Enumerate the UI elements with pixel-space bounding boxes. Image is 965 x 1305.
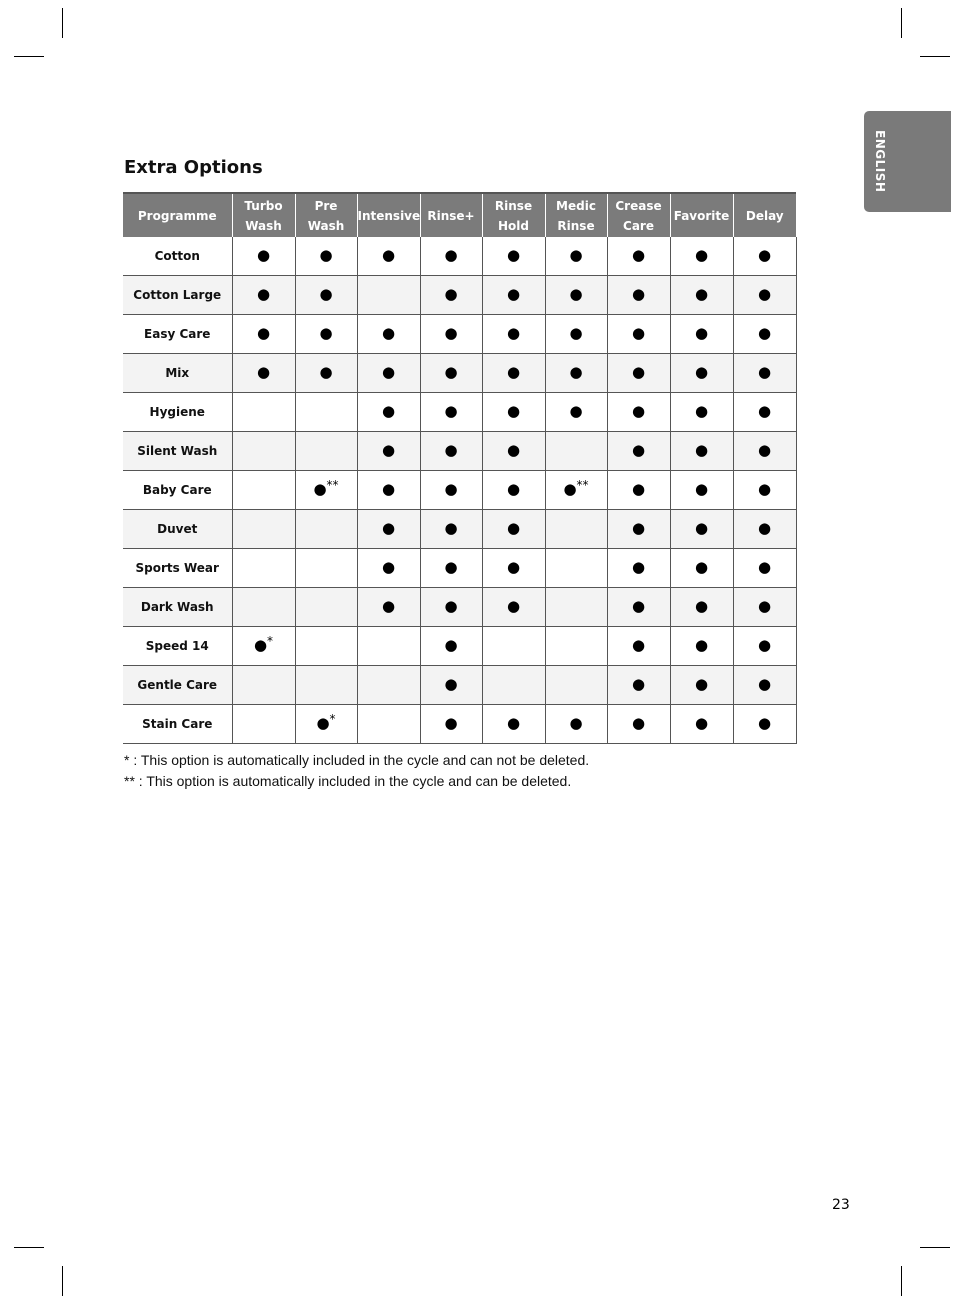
option-available-mark: ● <box>694 324 709 342</box>
programme-name: Gentle Care <box>123 666 232 705</box>
programme-name: Sports Wear <box>123 549 232 588</box>
option-cell <box>733 510 796 549</box>
option-cell <box>420 237 482 276</box>
option-cell <box>607 705 670 744</box>
column-header <box>232 193 295 237</box>
option-available-mark: ● <box>631 519 646 537</box>
option-available-mark: ● <box>631 441 646 459</box>
option-available-mark: ● <box>631 714 646 732</box>
column-header-text: Rinse <box>494 198 533 213</box>
option-cell <box>482 705 545 744</box>
option-cell <box>482 393 545 432</box>
option-cell <box>295 627 357 666</box>
option-cell <box>420 276 482 315</box>
option-available-mark: ● <box>444 714 458 732</box>
option-available-mark: ● <box>381 519 396 537</box>
option-available-mark: ● <box>757 441 772 459</box>
option-cell <box>420 549 482 588</box>
option-available-mark: ● <box>444 363 458 381</box>
crop-mark <box>62 1266 63 1296</box>
option-cell <box>232 432 295 471</box>
programme-name: Easy Care <box>123 315 232 354</box>
table-row <box>123 276 796 315</box>
option-cell <box>357 666 420 705</box>
option-cell <box>733 471 796 510</box>
column-header <box>420 193 482 237</box>
option-cell <box>733 705 796 744</box>
option-available-mark: ●** <box>313 478 339 498</box>
column-header <box>607 193 670 237</box>
option-available-mark: ● <box>631 402 646 420</box>
option-cell <box>420 588 482 627</box>
programme-name: Cotton Large <box>123 276 232 315</box>
option-available-mark: ● <box>694 558 709 576</box>
programme-name: Silent Wash <box>123 432 232 471</box>
option-cell <box>295 432 357 471</box>
option-cell <box>420 471 482 510</box>
option-cell <box>670 237 733 276</box>
column-header <box>295 193 357 237</box>
column-header-text: Crease <box>615 198 662 213</box>
programme-name: Mix <box>123 354 232 393</box>
extra-options-table <box>123 192 797 744</box>
option-available-mark: ● <box>256 246 271 264</box>
option-cell <box>670 705 733 744</box>
option-cell <box>545 315 607 354</box>
column-header-text: Intensive <box>357 208 421 223</box>
option-available-mark: ● <box>631 558 646 576</box>
option-cell <box>295 237 357 276</box>
option-available-mark: ● <box>444 324 458 342</box>
table-row <box>123 315 796 354</box>
column-header-text: Delay <box>745 208 784 223</box>
option-cell <box>607 627 670 666</box>
option-cell <box>420 627 482 666</box>
option-available-mark: ● <box>506 402 521 420</box>
option-available-mark: ● <box>444 597 458 615</box>
language-tab <box>864 111 951 212</box>
option-cell <box>545 237 607 276</box>
option-available-mark: ● <box>569 402 583 420</box>
option-cell <box>545 705 607 744</box>
option-available-mark: ● <box>569 714 583 732</box>
option-cell <box>295 393 357 432</box>
footnote-single-star: * : This option is automatically included in the cycle and can not be deleted. <box>124 752 590 768</box>
option-available-mark: ● <box>631 246 646 264</box>
option-cell <box>295 666 357 705</box>
option-cell <box>482 315 545 354</box>
option-cell <box>670 627 733 666</box>
option-cell <box>670 588 733 627</box>
column-header-text: Medic <box>556 198 596 213</box>
option-cell <box>607 393 670 432</box>
option-available-mark: ● <box>381 363 396 381</box>
option-cell <box>670 666 733 705</box>
option-cell <box>482 237 545 276</box>
option-cell <box>545 666 607 705</box>
option-available-mark: ● <box>757 597 772 615</box>
programme-name: Hygiene <box>123 393 232 432</box>
column-header <box>545 193 607 237</box>
option-cell <box>482 666 545 705</box>
option-cell <box>482 354 545 393</box>
option-available-mark: ● <box>694 519 709 537</box>
option-available-mark: ● <box>694 441 709 459</box>
option-cell <box>545 276 607 315</box>
option-cell <box>420 705 482 744</box>
option-available-mark: ● <box>381 246 396 264</box>
option-available-mark: ● <box>757 246 772 264</box>
crop-mark <box>62 8 63 38</box>
column-header-text: Care <box>623 218 654 233</box>
option-cell <box>545 354 607 393</box>
option-available-mark: ● <box>694 636 709 654</box>
option-available-mark: ● <box>631 675 646 693</box>
option-available-mark: ● <box>319 246 333 264</box>
option-available-mark: ●** <box>563 478 589 498</box>
column-header-text: Rinse+ <box>427 208 475 223</box>
option-cell <box>232 237 295 276</box>
option-available-mark: ● <box>444 558 458 576</box>
option-cell <box>295 588 357 627</box>
option-available-mark: ● <box>569 363 583 381</box>
option-cell <box>607 276 670 315</box>
option-available-mark: ● <box>694 714 709 732</box>
table-row <box>123 471 796 510</box>
option-cell <box>482 276 545 315</box>
option-available-mark: ● <box>506 480 521 498</box>
option-cell <box>232 705 295 744</box>
option-cell <box>545 549 607 588</box>
option-cell <box>232 627 295 666</box>
option-available-mark: ● <box>256 324 271 342</box>
option-cell <box>357 588 420 627</box>
option-cell <box>420 354 482 393</box>
option-cell <box>420 315 482 354</box>
option-available-mark: ● <box>569 285 583 303</box>
option-available-mark: ● <box>319 285 333 303</box>
option-cell <box>733 627 796 666</box>
option-cell <box>357 393 420 432</box>
table-row <box>123 354 796 393</box>
option-cell <box>232 588 295 627</box>
option-cell <box>733 354 796 393</box>
option-cell <box>733 276 796 315</box>
option-available-mark: ● <box>631 324 646 342</box>
option-cell <box>482 471 545 510</box>
option-cell <box>232 666 295 705</box>
option-cell <box>357 549 420 588</box>
option-cell <box>482 588 545 627</box>
option-cell <box>733 588 796 627</box>
option-cell <box>357 315 420 354</box>
option-cell <box>295 705 357 744</box>
option-available-mark: ● <box>757 519 772 537</box>
column-header-text: Rinse <box>557 218 595 233</box>
option-cell <box>232 393 295 432</box>
option-available-mark: ● <box>444 246 458 264</box>
option-cell <box>733 432 796 471</box>
programme-name: Duvet <box>123 510 232 549</box>
option-cell <box>607 588 670 627</box>
option-cell <box>545 393 607 432</box>
option-available-mark: ● <box>506 324 521 342</box>
option-cell <box>607 354 670 393</box>
table-row <box>123 705 796 744</box>
option-available-mark: ●* <box>316 712 336 732</box>
option-cell <box>670 432 733 471</box>
crop-mark <box>901 1266 902 1296</box>
table-row <box>123 393 796 432</box>
table-row <box>123 510 796 549</box>
crop-mark <box>14 1247 44 1248</box>
option-cell <box>232 315 295 354</box>
option-available-mark: ● <box>631 597 646 615</box>
crop-mark <box>14 56 44 57</box>
column-header <box>482 193 545 237</box>
option-available-mark: ● <box>757 285 772 303</box>
option-available-mark: ● <box>631 363 646 381</box>
option-available-mark: ● <box>381 441 396 459</box>
option-cell <box>295 315 357 354</box>
option-cell <box>670 510 733 549</box>
option-cell <box>607 432 670 471</box>
table-header-row <box>123 193 796 237</box>
column-header-text: Wash <box>245 218 282 233</box>
option-cell <box>357 354 420 393</box>
option-available-mark: ● <box>757 402 772 420</box>
option-cell <box>733 393 796 432</box>
option-cell <box>607 510 670 549</box>
option-available-mark: ● <box>694 246 709 264</box>
option-cell <box>482 432 545 471</box>
option-available-mark: ● <box>506 363 521 381</box>
column-header <box>670 193 733 237</box>
table-row <box>123 432 796 471</box>
option-cell <box>357 432 420 471</box>
option-available-mark: ● <box>381 402 396 420</box>
option-available-mark: ● <box>694 597 709 615</box>
column-header-text: Favorite <box>673 208 730 223</box>
language-tab-label: ENGLISH <box>873 130 887 193</box>
option-available-mark: ● <box>444 519 458 537</box>
option-cell <box>670 471 733 510</box>
column-header <box>733 193 796 237</box>
option-cell <box>607 471 670 510</box>
option-cell <box>670 393 733 432</box>
table-row <box>123 627 796 666</box>
option-available-mark: ● <box>631 480 646 498</box>
option-available-mark: ● <box>506 519 521 537</box>
option-cell <box>295 276 357 315</box>
option-cell <box>295 471 357 510</box>
option-available-mark: ● <box>444 675 458 693</box>
option-cell <box>670 354 733 393</box>
programme-name: Baby Care <box>123 471 232 510</box>
option-available-mark: ● <box>506 246 521 264</box>
option-available-mark: ● <box>506 597 521 615</box>
column-header-text: Hold <box>498 218 529 233</box>
option-available-mark: ● <box>506 285 521 303</box>
option-cell <box>733 549 796 588</box>
option-available-mark: ● <box>569 324 583 342</box>
option-cell <box>357 237 420 276</box>
option-available-mark: ● <box>694 675 709 693</box>
option-cell <box>733 237 796 276</box>
footnote-double-star: ** : This option is automatically included in the cycle and can be deleted. <box>124 773 572 789</box>
option-available-mark: ● <box>444 441 458 459</box>
option-available-mark: ● <box>631 636 646 654</box>
option-cell <box>545 471 607 510</box>
option-available-mark: ● <box>381 558 396 576</box>
option-cell <box>545 588 607 627</box>
option-cell <box>232 276 295 315</box>
crop-mark <box>920 1247 950 1248</box>
option-cell <box>357 276 420 315</box>
option-cell <box>295 510 357 549</box>
option-available-mark: ● <box>381 597 396 615</box>
option-available-mark: ● <box>757 324 772 342</box>
option-cell <box>607 237 670 276</box>
option-available-mark: ●* <box>253 634 274 654</box>
option-available-mark: ● <box>506 714 521 732</box>
option-cell <box>357 627 420 666</box>
option-cell <box>545 627 607 666</box>
option-available-mark: ● <box>256 363 271 381</box>
option-cell <box>482 549 545 588</box>
option-cell <box>420 666 482 705</box>
column-header-text: Programme <box>137 208 217 223</box>
option-available-mark: ● <box>381 480 396 498</box>
option-available-mark: ● <box>444 402 458 420</box>
option-cell <box>232 471 295 510</box>
column-header-text: Pre Wash <box>307 198 345 233</box>
option-available-mark: ● <box>256 285 271 303</box>
option-available-mark: ● <box>444 636 458 654</box>
option-cell <box>482 510 545 549</box>
option-cell <box>607 315 670 354</box>
option-available-mark: ● <box>694 480 709 498</box>
option-cell <box>670 315 733 354</box>
option-cell <box>232 354 295 393</box>
option-cell <box>733 315 796 354</box>
crop-mark <box>901 8 902 38</box>
option-cell <box>232 510 295 549</box>
table-row <box>123 549 796 588</box>
option-cell <box>357 705 420 744</box>
option-cell <box>357 510 420 549</box>
option-available-mark: ● <box>444 480 458 498</box>
column-header <box>123 193 232 237</box>
programme-name: Cotton <box>123 237 232 276</box>
option-cell <box>607 666 670 705</box>
option-cell <box>420 510 482 549</box>
option-cell <box>545 432 607 471</box>
option-cell <box>670 549 733 588</box>
column-header <box>357 193 420 237</box>
option-available-mark: ● <box>757 636 772 654</box>
programme-name: Dark Wash <box>123 588 232 627</box>
option-available-mark: ● <box>694 402 709 420</box>
table-row <box>123 237 796 276</box>
option-available-mark: ● <box>319 363 333 381</box>
table-row <box>123 666 796 705</box>
option-available-mark: ● <box>757 363 772 381</box>
option-cell <box>670 276 733 315</box>
option-cell <box>482 627 545 666</box>
option-available-mark: ● <box>694 285 709 303</box>
option-available-mark: ● <box>569 246 583 264</box>
column-header-text: Turbo <box>244 198 283 213</box>
option-cell <box>420 393 482 432</box>
option-available-mark: ● <box>319 324 333 342</box>
option-available-mark: ● <box>694 363 709 381</box>
option-available-mark: ● <box>381 324 396 342</box>
option-cell <box>733 666 796 705</box>
option-available-mark: ● <box>631 285 646 303</box>
page-title: Extra Options <box>124 157 263 178</box>
option-available-mark: ● <box>444 285 458 303</box>
option-cell <box>295 549 357 588</box>
option-available-mark: ● <box>757 714 772 732</box>
option-available-mark: ● <box>757 558 772 576</box>
option-cell <box>232 549 295 588</box>
option-cell <box>357 471 420 510</box>
page-number: 23 <box>832 1197 850 1213</box>
option-available-mark: ● <box>757 675 772 693</box>
option-available-mark: ● <box>757 480 772 498</box>
option-cell <box>295 354 357 393</box>
table-row <box>123 588 796 627</box>
option-cell <box>607 549 670 588</box>
option-cell <box>420 432 482 471</box>
option-cell <box>545 510 607 549</box>
option-available-mark: ● <box>506 441 521 459</box>
crop-mark <box>920 56 950 57</box>
programme-name: Stain Care <box>123 705 232 744</box>
option-available-mark: ● <box>506 558 521 576</box>
programme-name: Speed 14 <box>123 627 232 666</box>
